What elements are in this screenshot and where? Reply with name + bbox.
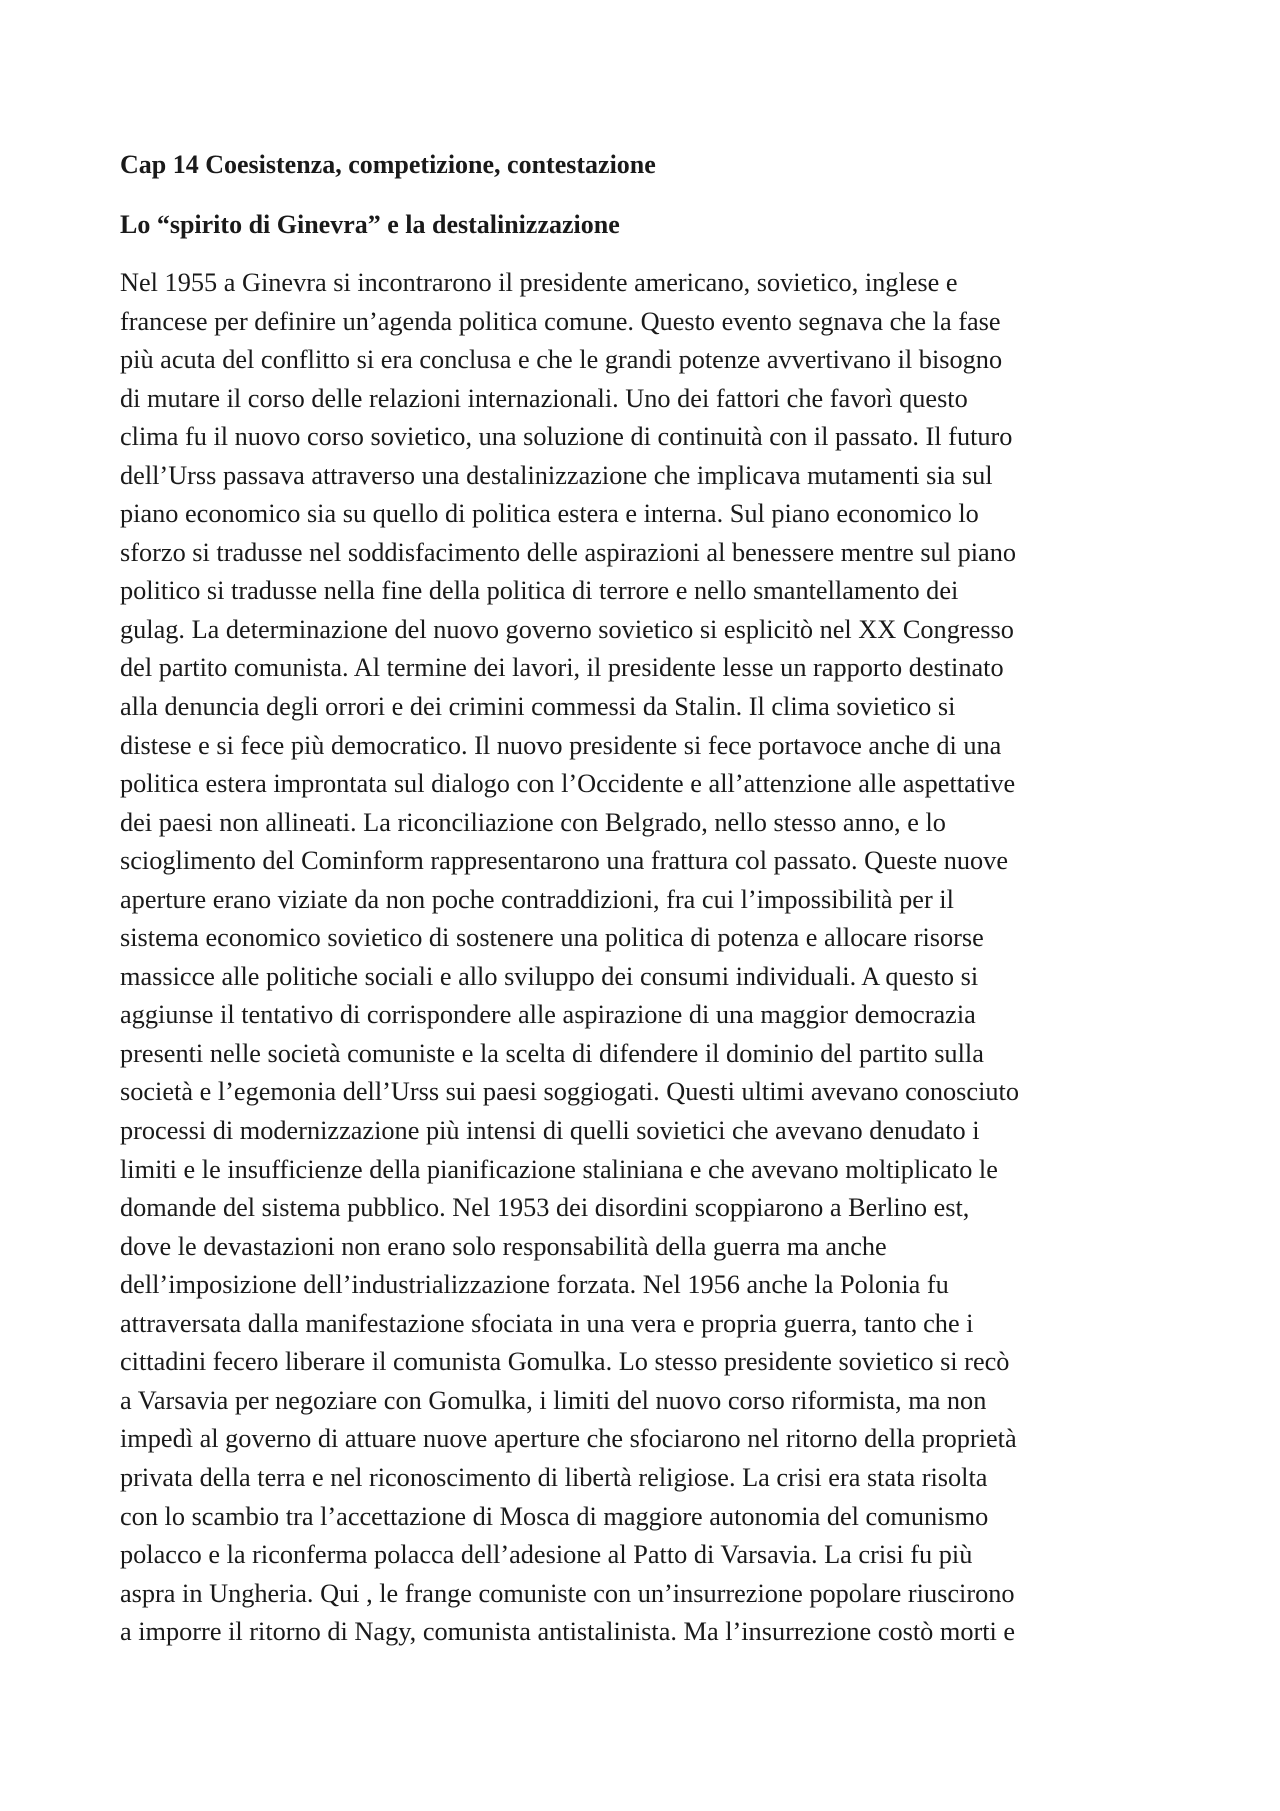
text-line: massicce alle politiche sociali e allo sviluppo dei consumi individuali. A questo si [120,961,979,991]
text-line: di mutare il corso delle relazioni internazionali. Uno dei fattori che favorì questo [120,383,968,413]
text-line: limiti e le insufficienze della pianificazione staliniana e che avevano moltiplicato le [120,1154,998,1184]
section-title: Lo “spirito di Ginevra” e la destalinizzazione [120,210,620,239]
text-line: impedì al governo di attuare nuove aperture che sfociarono nel ritorno della proprietà [120,1424,1017,1454]
text-line: francese per definire un’agenda politica comune. Questo evento segnava che la fase [120,306,1001,336]
text-line: dove le devastazioni non erano solo responsabilità della guerra ma anche [120,1231,887,1261]
text-line: dell’imposizione dell’industrializzazione forzata. Nel 1956 anche la Polonia fu [120,1270,949,1300]
text-line: piano economico sia su quello di politica estera e interna. Sul piano economico lo [120,499,979,529]
text-line: domande del sistema pubblico. Nel 1953 dei disordini scoppiarono a Berlino est, [120,1193,970,1223]
text-line: privata della terra e nel riconoscimento di libertà religiose. La crisi era stata risolta [120,1462,988,1492]
text-line: scioglimento del Cominform rappresentarono una frattura col passato. Queste nuove [120,846,1008,876]
chapter-title: Cap 14 Coesistenza, competizione, contestazione [120,150,656,179]
text-line: società e l’egemonia dell’Urss sui paesi soggiogati. Questi ultimi avevano conosciuto [120,1077,1019,1107]
text-line: sforzo si tradusse nel soddisfacimento delle aspirazioni al benessere mentre sul piano [120,537,1017,567]
text-line: politico si tradusse nella fine della politica di terrore e nello smantellamento dei [120,576,959,606]
text-line: polacco e la riconferma polacca dell’adesione al Patto di Varsavia. La crisi fu più [120,1540,973,1570]
text-line: cittadini fecero liberare il comunista Gomulka. Lo stesso presidente sovietico si recò [120,1347,1010,1377]
text-line: clima fu il nuovo corso sovietico, una soluzione di continuità con il passato. Il futuro [120,422,1013,452]
text-line: processi di modernizzazione più intensi di quelli sovietici che avevano denudato i [120,1116,980,1146]
text-line: alla denuncia degli orrori e dei crimini commessi da Stalin. Il clima sovietico si [120,692,956,722]
text-line: dei paesi non allineati. La riconciliazione con Belgrado, nello stesso anno, e lo [120,807,946,837]
text-line: a Varsavia per negoziare con Gomulka, i limiti del nuovo corso riformista, ma non [120,1385,987,1415]
document-content [120,148,1160,1652]
text-line: del partito comunista. Al termine dei lavori, il presidente lesse un rapporto destinato [120,653,1004,683]
text-line: aperture erano viziate da non poche contraddizioni, fra cui l’impossibilità per il [120,884,954,914]
text-line: con lo scambio tra l’accettazione di Mosca di maggiore autonomia del comunismo [120,1501,989,1531]
text-line: a imporre il ritorno di Nagy, comunista antistalinista. Ma l’insurrezione costò morti e [120,1617,1016,1647]
text-line: politica estera improntata sul dialogo con l’Occidente e all’attenzione alle aspettative [120,769,1016,799]
text-line: Nel 1955 a Ginevra si incontrarono il presidente americano, sovietico, inglese e [120,268,958,297]
text-line: aggiunse il tentativo di corrispondere alle aspirazione di una maggior democrazia [120,1000,976,1030]
text-line: presenti nelle società comuniste e la scelta di difendere il dominio del partito sulla [120,1038,984,1068]
text-line: più acuta del conflitto si era conclusa e che le grandi potenze avvertivano il bisogno [120,345,1003,375]
text-line: gulag. La determinazione del nuovo governo sovietico si esplicitò nel XX Congresso [120,614,1014,644]
text-line: dell’Urss passava attraverso una destalinizzazione che implicava mutamenti sia sul [120,460,993,490]
text-line: distese e si fece più democratico. Il nuovo presidente si fece portavoce anche di una [120,730,1002,760]
text-line: attraversata dalla manifestazione sfociata in una vera e propria guerra, tanto che i [120,1308,974,1338]
body-paragraph [120,264,1160,1652]
text-line: aspra in Ungheria. Qui , le frange comuniste con un’insurrezione popolare riuscirono [120,1578,1015,1608]
text-line: sistema economico sovietico di sostenere una politica di potenza e allocare risorse [120,923,984,953]
